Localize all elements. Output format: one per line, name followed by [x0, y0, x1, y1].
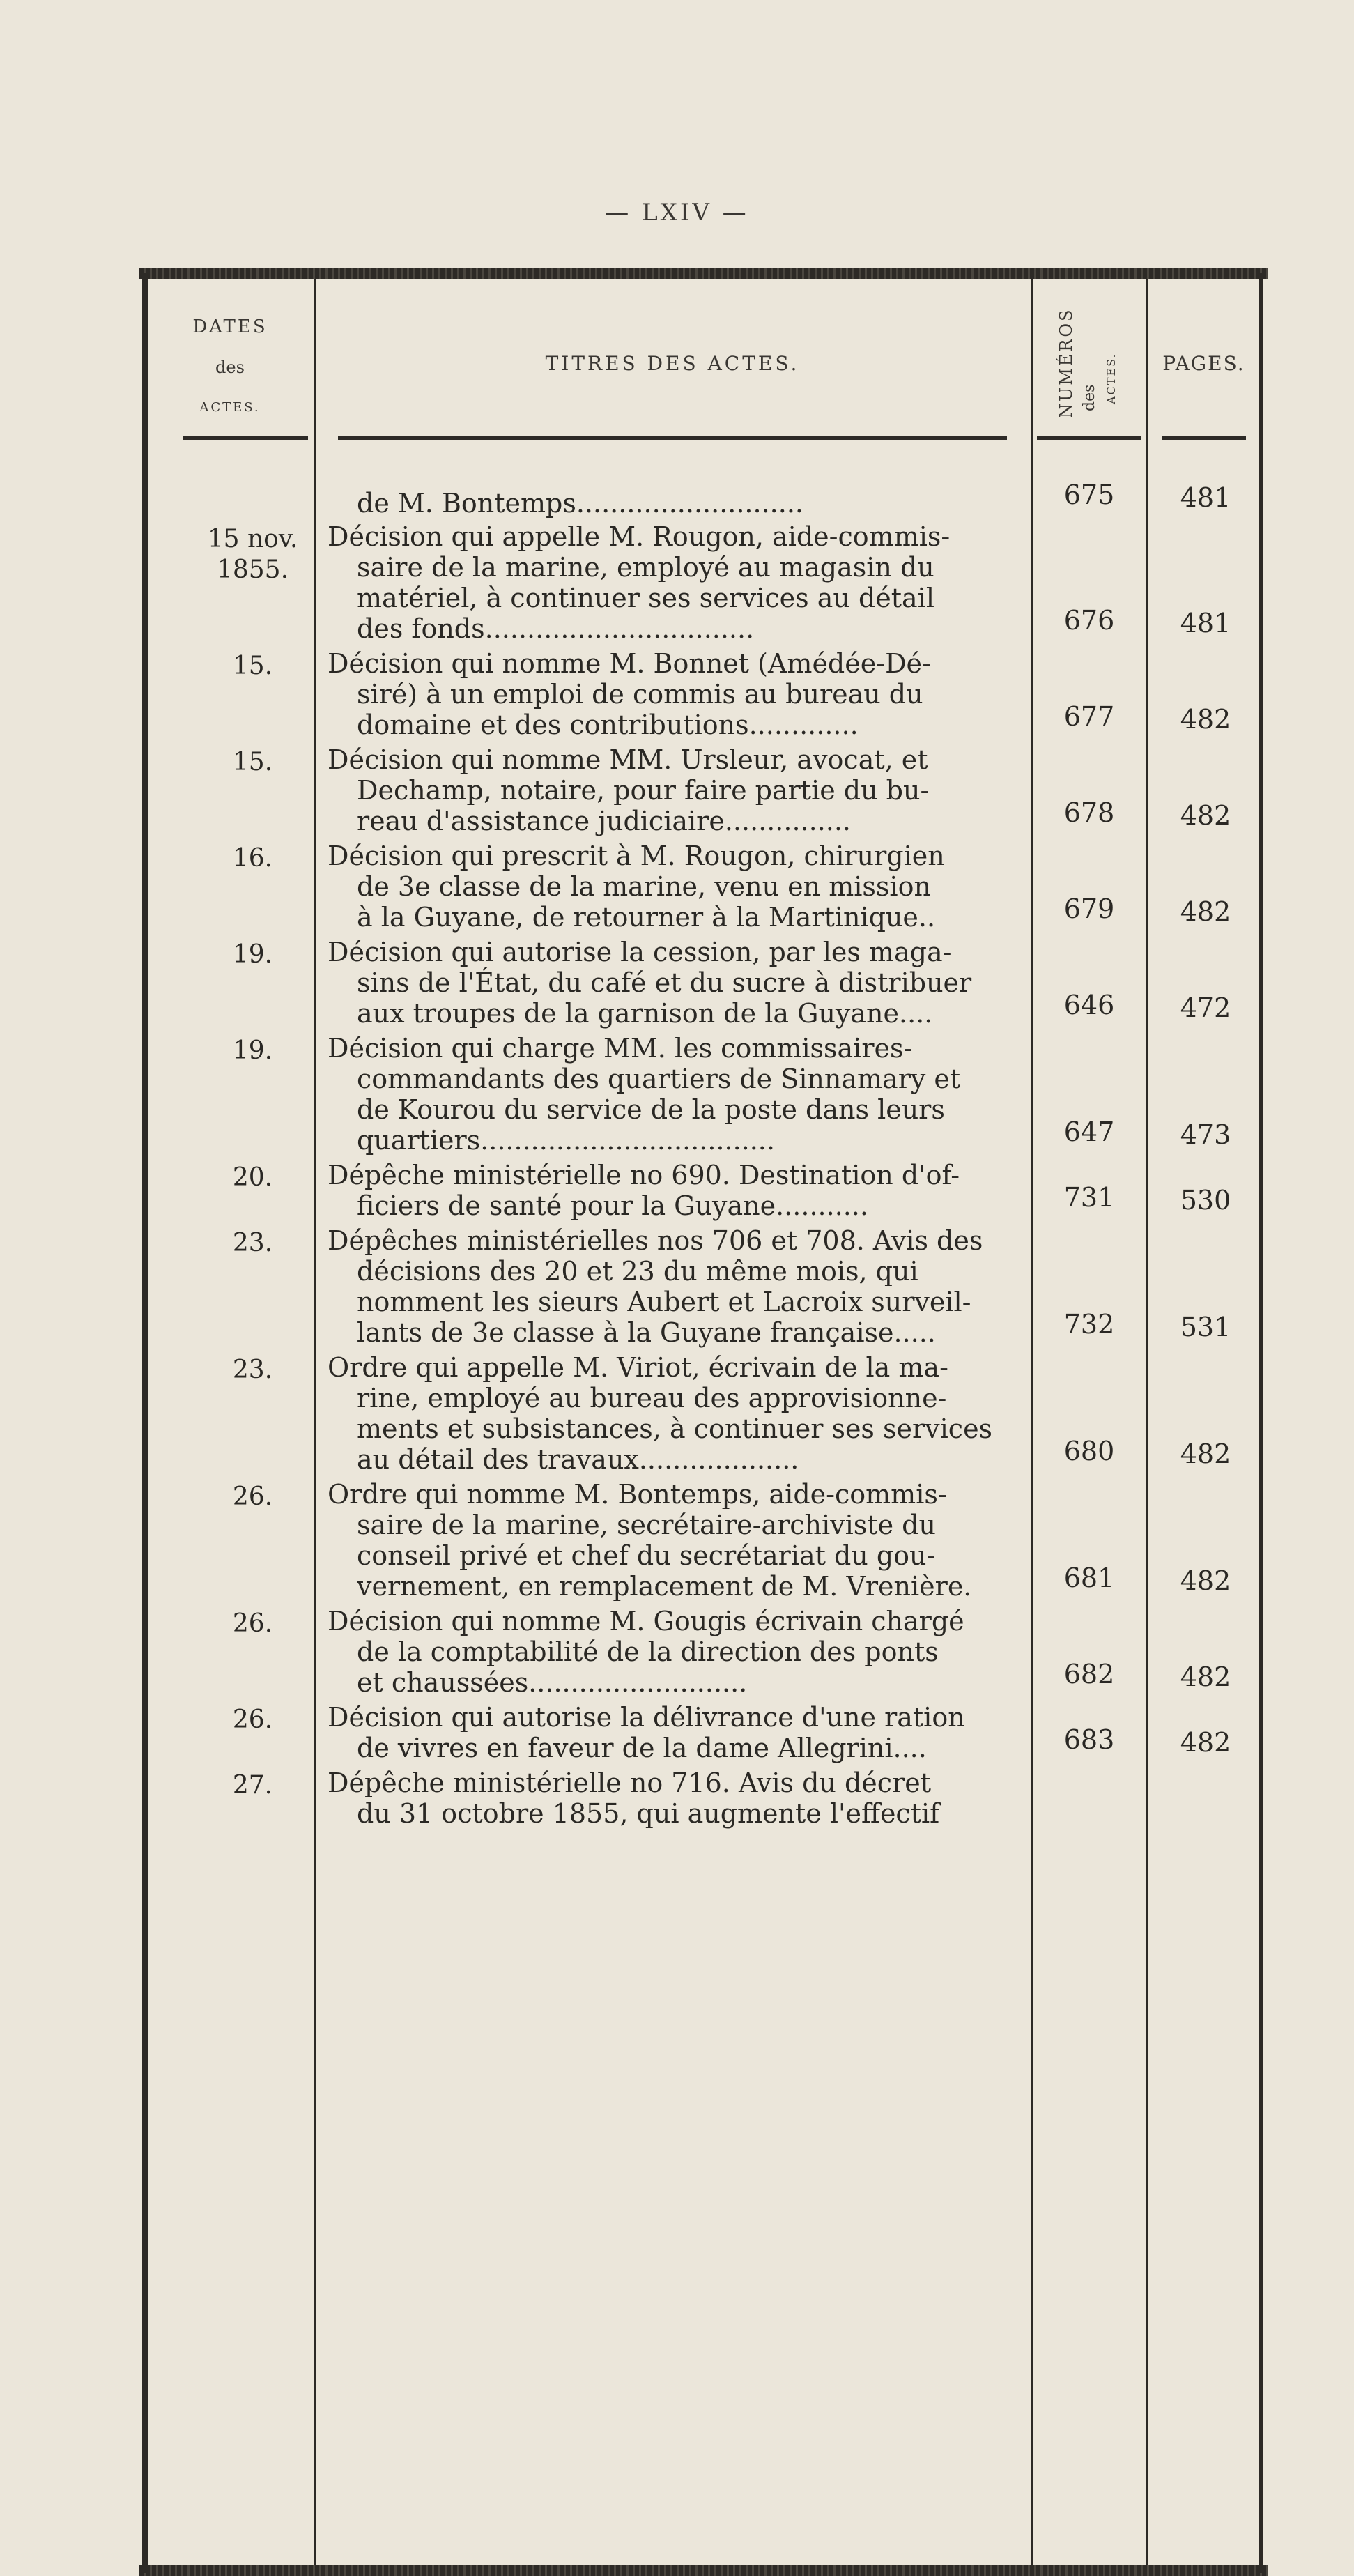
entry-numero: 732: [1063, 1309, 1115, 1340]
table-top-border: [139, 268, 1268, 279]
column-divider-dates: [314, 279, 316, 2565]
entry-page: 472: [1180, 992, 1231, 1023]
entry-date: 15.: [232, 652, 273, 680]
entry-page: 482: [1180, 1727, 1231, 1758]
entry-date: 23.: [232, 1229, 273, 1257]
entry-title-line: au détail des travaux...................: [357, 1444, 799, 1475]
svg-text:ACTES.: ACTES.: [1105, 353, 1118, 404]
entry-title-line: de vivres en faveur de la dame Allegrini....: [357, 1733, 927, 1763]
entry-page: 531: [1180, 1312, 1231, 1342]
entry-title-line: des fonds................................: [357, 613, 755, 644]
entry-numero: 647: [1063, 1117, 1115, 1147]
entry-date: 15.: [232, 748, 273, 776]
column-divider-numeros: [1146, 279, 1148, 2565]
entry-numero: 675: [1063, 480, 1115, 510]
entry-numero: 679: [1063, 894, 1115, 924]
entry-page: 482: [1180, 800, 1231, 831]
entry-title-line: Ordre qui appelle M. Viriot, écrivain de la ma-: [328, 1352, 948, 1383]
entry-date: 23.: [232, 1356, 273, 1384]
entry-title-line: saire de la marine, employé au magasin du: [357, 552, 934, 583]
header-numeros-vertical-text: [1037, 279, 1141, 432]
header-rule-numeros: [1037, 436, 1141, 440]
entry-page: 530: [1180, 1185, 1231, 1216]
entry-title-line: et chaussées..........................: [357, 1667, 748, 1698]
svg-text:NUMÉROS: NUMÉROS: [1056, 307, 1076, 418]
entry-title-line: Décision qui autorise la cession, par les maga-: [328, 937, 952, 967]
entry-page: 482: [1180, 704, 1231, 735]
entry-title-line: décisions des 20 et 23 du même mois, qui: [357, 1256, 918, 1287]
header-pages: PAGES.: [1162, 352, 1245, 375]
entry-date: 19.: [232, 940, 273, 969]
entry-title-line: du 31 octobre 1855, qui augmente l'effectif: [357, 1798, 940, 1829]
entry-page: 482: [1180, 1662, 1231, 1692]
entry-date: 16.: [232, 844, 273, 873]
entry-title-line: commandants des quartiers de Sinnamary et: [357, 1064, 961, 1094]
entry-title-line: siré) à un emploi de commis au bureau du: [357, 679, 923, 710]
header-rule-pages: [1162, 436, 1246, 440]
header-numeros: [1037, 279, 1141, 432]
entry-date: 19.: [232, 1036, 273, 1065]
entry-title-line: conseil privé et chef du secrétariat du gou-: [357, 1540, 936, 1571]
entry-numero: 676: [1063, 605, 1115, 636]
entry-title-line: Ordre qui nomme M. Bontemps, aide-commis-: [328, 1479, 947, 1510]
entry-title-line: nomment les sieurs Aubert et Lacroix surveil-: [357, 1287, 971, 1317]
entry-title-line: Décision qui nomme MM. Ursleur, avocat, et: [328, 744, 928, 775]
entry-page: 473: [1180, 1119, 1231, 1150]
entry-date: 20.: [232, 1163, 273, 1192]
entry-title-line: Décision qui charge MM. les commissaires-: [328, 1033, 913, 1064]
table-left-border: [142, 273, 148, 2573]
entry-title-line: matériel, à continuer ses services au détail: [357, 583, 934, 613]
entry-title-line: Décision qui appelle M. Rougon, aide-commis-: [328, 521, 951, 552]
entry-title-line: aux troupes de la garnison de la Guyane....: [357, 998, 933, 1029]
entry-date: 26.: [232, 1482, 273, 1511]
table-right-border: [1259, 273, 1263, 2573]
entry-date: 15 nov. 1855.: [207, 525, 298, 584]
entry-title-line: de la comptabilité de la direction des ponts: [357, 1636, 939, 1667]
entry-numero: 682: [1063, 1659, 1115, 1689]
entry-title-line: ments et subsistances, à continuer ses services: [357, 1413, 993, 1444]
entry-date: 26.: [232, 1705, 273, 1734]
header-rule-dates: [183, 436, 308, 440]
entry-title-line: Dechamp, notaire, pour faire partie du bu-: [357, 775, 930, 806]
entry-title-line: à la Guyane, de retourner à la Martinique..: [357, 902, 936, 933]
entry-title-line: reau d'assistance judiciaire...............: [357, 806, 852, 836]
entry-title-line: saire de la marine, secrétaire-archiviste du: [357, 1510, 936, 1540]
entry-title-line: lants de 3e classe à la Guyane française.....: [357, 1317, 936, 1348]
entry-title-line: Décision qui autorise la délivrance d'une ration: [328, 1702, 965, 1733]
entry-page: 481: [1180, 608, 1231, 638]
column-divider-titles: [1031, 279, 1033, 2565]
entry-title-line: Décision qui nomme M. Gougis écrivain chargé: [328, 1606, 964, 1636]
entry-page: 482: [1180, 1439, 1231, 1469]
entry-numero: 731: [1063, 1182, 1115, 1213]
entry-title-line: rine, employé au bureau des approvisionne-: [357, 1383, 947, 1413]
entry-numero: 681: [1063, 1563, 1115, 1593]
table-bottom-border: [139, 2565, 1268, 2576]
entry-title-line: sins de l'État, du café et du sucre à distribuer: [357, 967, 972, 998]
entry-title-line: Dépêches ministérielles nos 706 et 708. Avis des: [328, 1225, 983, 1256]
entry-title-line: ficiers de santé pour la Guyane...........: [357, 1190, 868, 1221]
entry-numero: 683: [1063, 1724, 1115, 1755]
page-number: — LXIV —: [605, 199, 749, 227]
entry-numero: 677: [1063, 701, 1115, 732]
header-dates: DATES des ACTES.: [192, 316, 268, 415]
header-rule-titles: [338, 436, 1007, 440]
entry-page: 482: [1180, 1565, 1231, 1596]
entry-title-line: Décision qui nomme M. Bonnet (Amédée-Dé-: [328, 648, 931, 679]
entry-date: 26.: [232, 1609, 273, 1638]
entry-numero: 646: [1063, 990, 1115, 1020]
entry-page: 482: [1180, 896, 1231, 927]
entry-page: 481: [1180, 482, 1231, 513]
svg-text:des: des: [1081, 384, 1098, 411]
entry-title-line: de Kourou du service de la poste dans leurs: [357, 1094, 945, 1125]
entry-title-line: quartiers...................................: [357, 1125, 775, 1156]
header-titles: TITRES DES ACTES.: [545, 352, 800, 375]
entry-title-line: domaine et des contributions.............: [357, 710, 859, 740]
entry-numero: 680: [1063, 1436, 1115, 1466]
entry-title-line: Dépêche ministérielle no 690. Destination d'of-: [328, 1160, 960, 1190]
entry-title-line: Décision qui prescrit à M. Rougon, chirurgien: [328, 841, 945, 871]
entry-title-line: vernement, en remplacement de M. Vrenière.: [357, 1571, 972, 1602]
entry-title-line: de 3e classe de la marine, venu en mission: [357, 871, 931, 902]
entry-title-line: de M. Bontemps...........................: [357, 488, 803, 519]
entry-title-line: Dépêche ministérielle no 716. Avis du décret: [328, 1768, 931, 1798]
entry-date: 27.: [232, 1771, 273, 1800]
entry-numero: 678: [1063, 797, 1115, 828]
